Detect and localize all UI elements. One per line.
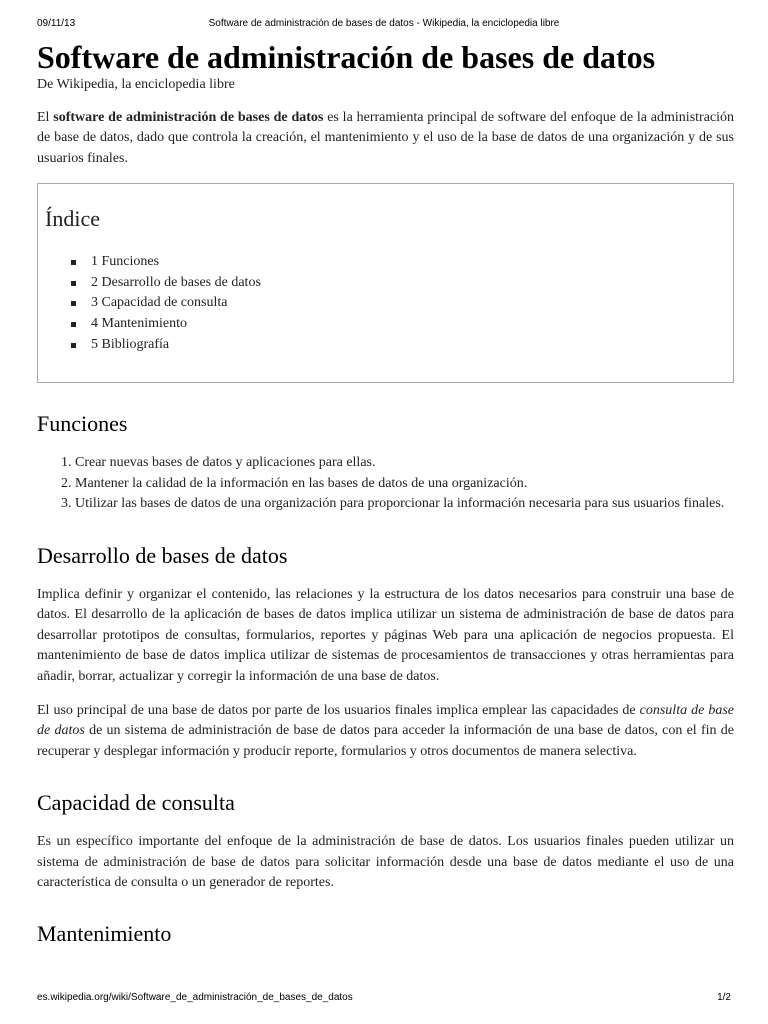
desarrollo-paragraph-2 [37, 701, 734, 762]
toc-item-consulta[interactable] [65, 293, 733, 314]
print-header [37, 18, 731, 32]
intro-rest: es la herramienta principal de software del enfoque de la administración de base de datos, dado que controla la creación, el mantenimiento y el uso de la base de datos de una organización y de sus usuarios finales. [37, 110, 735, 166]
toc-item-label: 5 Bibliografía [91, 336, 170, 352]
section-heading-consulta: Capacidad de consulta [37, 790, 235, 816]
paragraph-text: de un sistema de administración de base de datos para acceder la información de una base de datos, con el fin de recuperar y desplegar información y producir reporte, formularios y otros documentos de manera selectiva. [37, 723, 734, 759]
page-title: Software de administración de bases de datos [37, 39, 656, 75]
intro-prefix: El [37, 110, 54, 125]
italic-term: consulta de base de datos [37, 703, 734, 739]
paragraph-text: El uso principal de una base de datos por parte de los usuarios finales implica emplear las capacidades de [37, 703, 640, 719]
desarrollo-paragraph-1: Implica definir y organizar el contenido, las relaciones y la estructura de los datos necesarios para construir una base de datos. El desarrollo de la aplicación de bases de datos implica utilizar un sistema de administración de base de datos para desarrollar prototipos de consultas, formularios, reportes y páginas Web para una aplicación de negocios propuesta. El mantenimiento de base de datos implica utilizar de sistemas de procesamientos de transacciones y otras herramientas para añadir, borrar, actualizar y corregir la información de una base de datos. [37, 587, 734, 684]
toc-item-label: 2 Desarrollo de bases de datos [91, 274, 261, 290]
intro-bold-term: software de administración de bases de datos [53, 110, 324, 125]
tagline: De Wikipedia, la enciclopedia libre [37, 77, 235, 92]
toc-item-mantenimiento[interactable] [65, 314, 733, 335]
square-bullet-icon [71, 301, 76, 306]
table-of-contents [37, 183, 734, 383]
print-date: 09/11/13 [37, 18, 76, 29]
page-number: 1/2 [717, 992, 731, 1003]
print-document-title: Software de administración de bases de datos - Wikipedia, la enciclopedia libre [208, 18, 560, 29]
section-heading-mantenimiento: Mantenimiento [37, 921, 172, 947]
toc-item-label: 4 Mantenimiento [91, 316, 188, 331]
toc-item-desarrollo[interactable] [65, 273, 733, 294]
square-bullet-icon [71, 343, 76, 348]
article-content [37, 38, 734, 963]
toc-item-label: 1 Funciones [91, 254, 160, 270]
square-bullet-icon [71, 260, 76, 265]
list-item: 1. Crear nuevas bases de datos y aplicaciones para ellas. [75, 453, 734, 474]
toc-heading: Índice [45, 206, 100, 232]
section-heading-funciones: Funciones [37, 411, 128, 437]
toc-item-bibliografia[interactable] [65, 335, 733, 356]
funciones-list [37, 453, 734, 515]
list-item: 2. Mantener la calidad de la información en las bases de datos de una organización. [75, 474, 734, 495]
toc-list [45, 252, 733, 355]
toc-item-label: 3 Capacidad de consulta [91, 295, 228, 311]
print-url: es.wikipedia.org/wiki/Software_de_administración_de_bases_de_datos [37, 992, 353, 1003]
section-heading-desarrollo: Desarrollo de bases de datos [37, 543, 288, 568]
intro-paragraph [37, 108, 734, 169]
square-bullet-icon [71, 281, 76, 286]
consulta-paragraph: Es un específico importante del enfoque de la administración de base de datos. Los usuarios finales pueden utilizar un sistema de administración de base de datos para solicitar información desde una base de datos mediante el uso de una característica de consulta o un generador de reportes. [37, 834, 734, 891]
square-bullet-icon [71, 322, 76, 327]
list-item: 3. Utilizar las bases de datos de una organización para proporcionar la información necesaria para sus usuarios finales. [75, 494, 734, 515]
toc-item-funciones[interactable] [65, 252, 733, 273]
